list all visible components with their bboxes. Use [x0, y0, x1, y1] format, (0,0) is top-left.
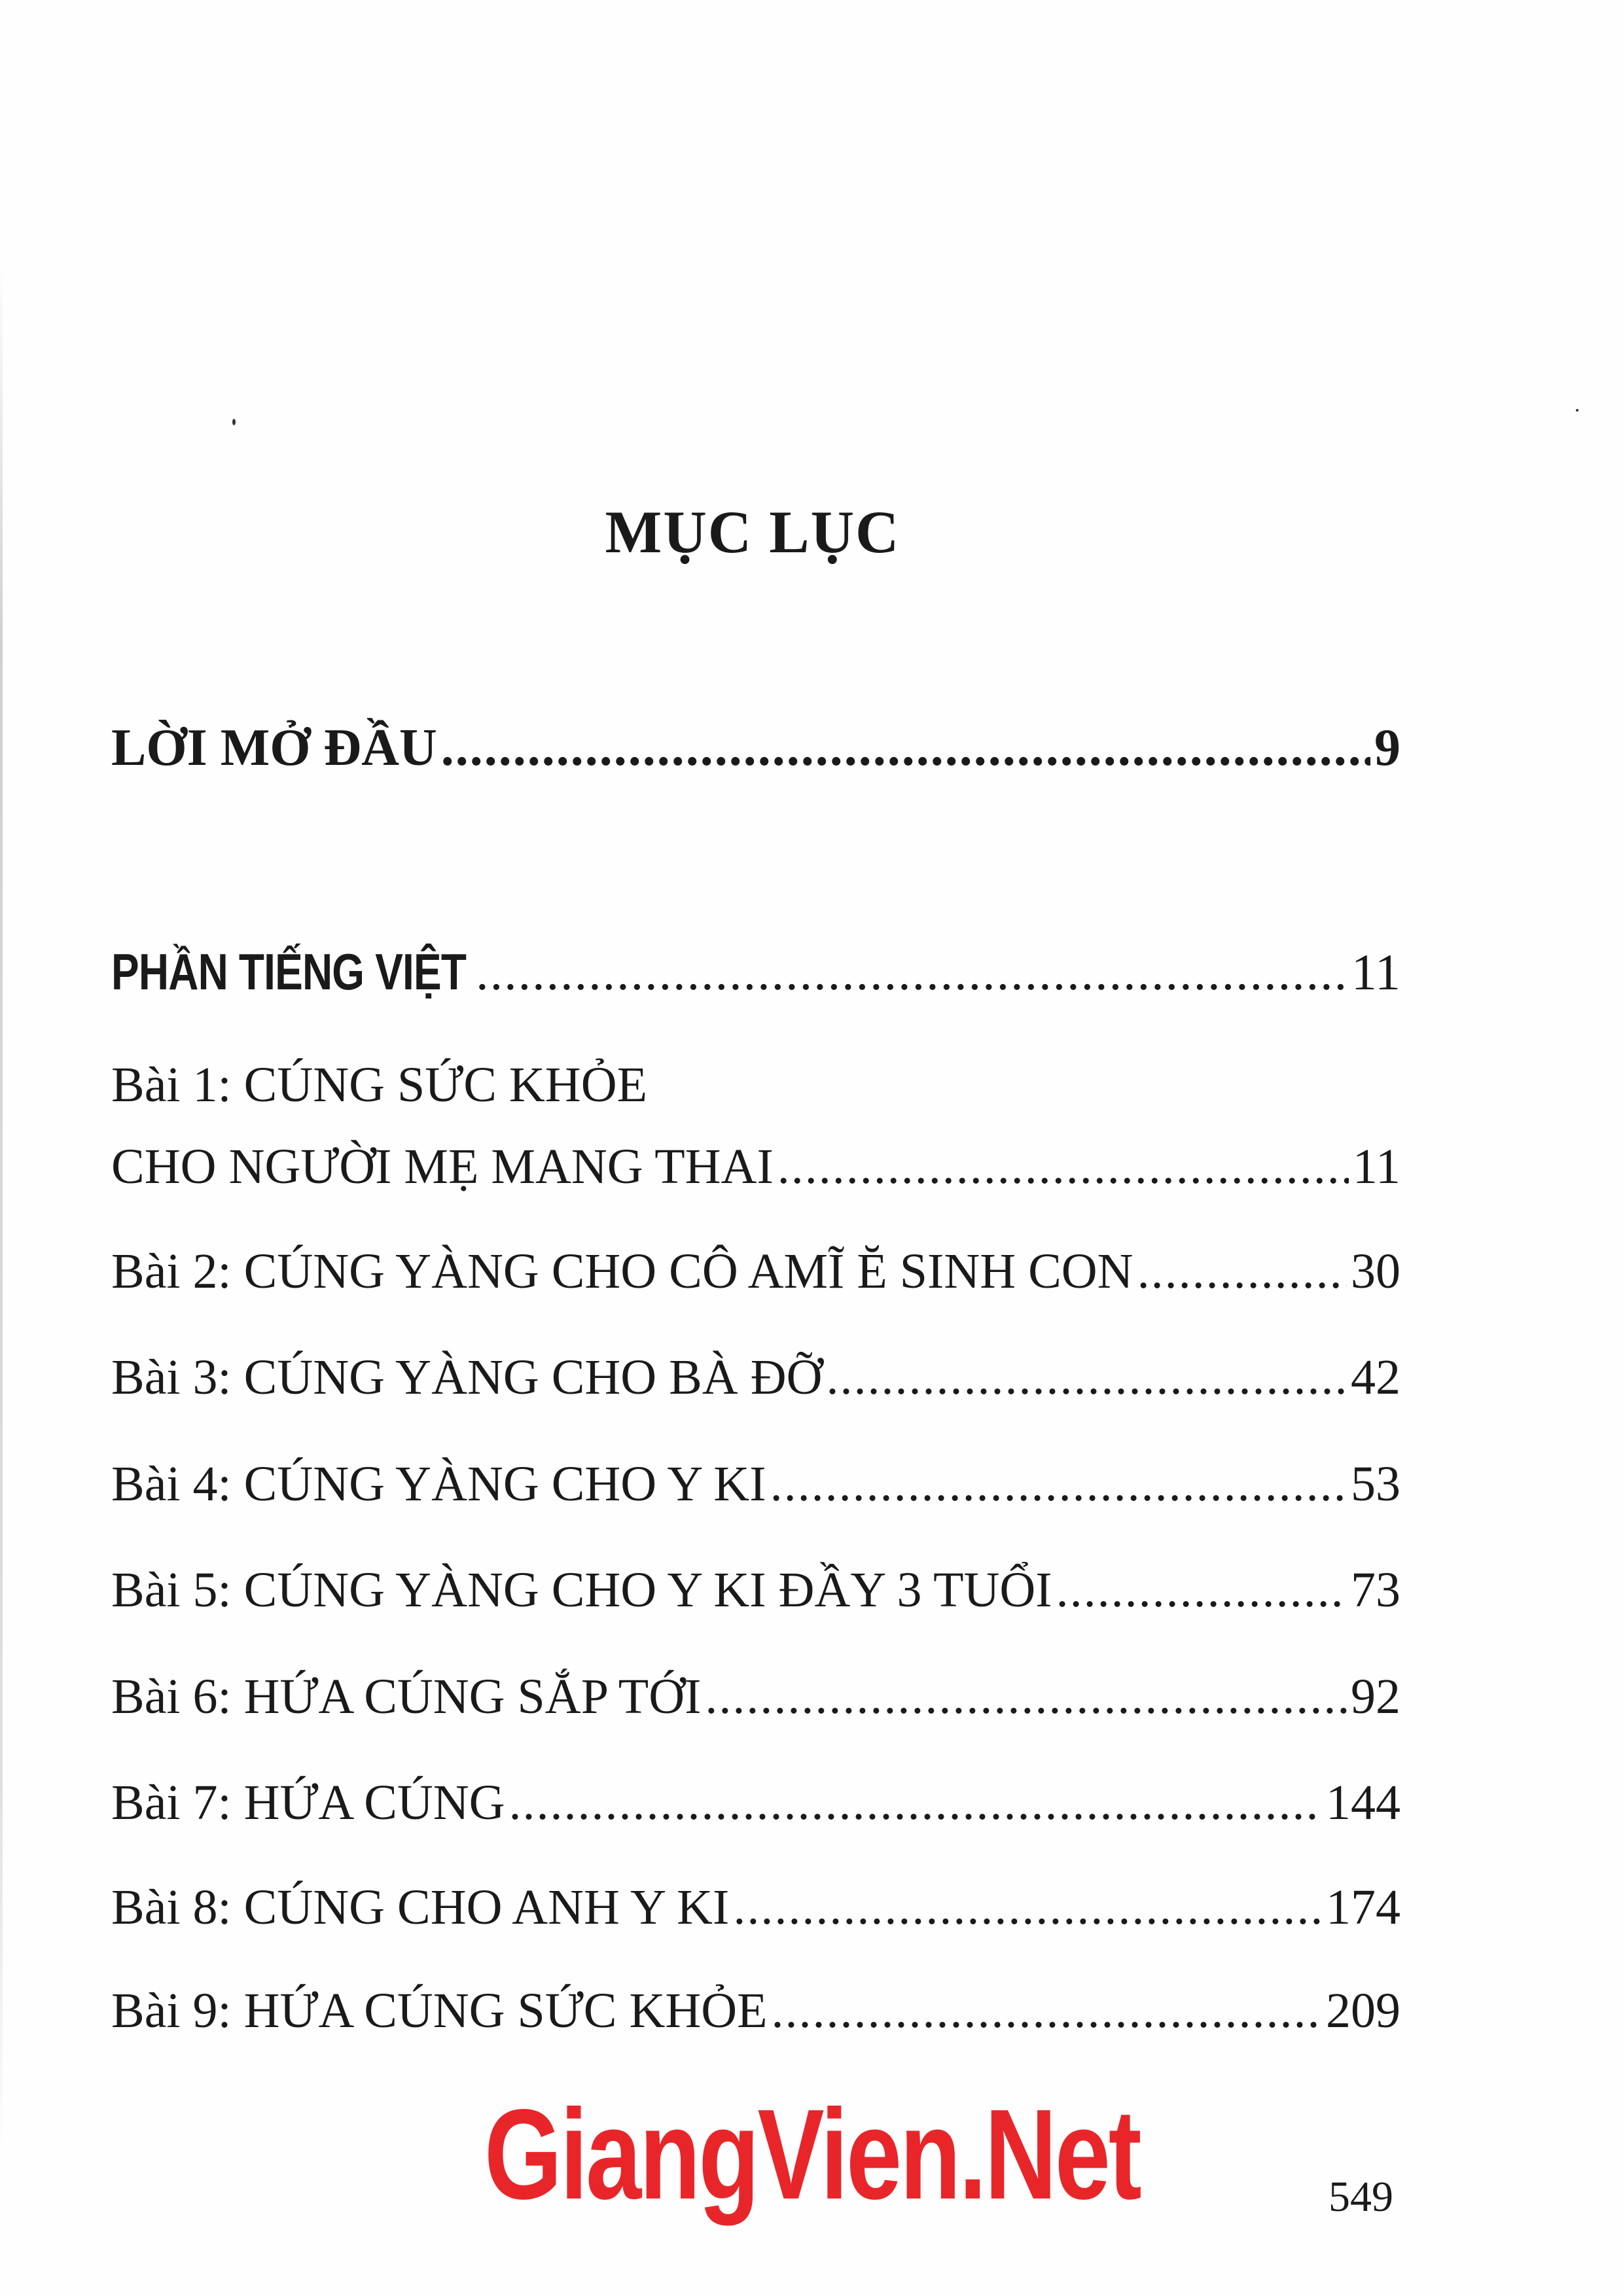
toc-entry-label: Bài 4: CÚNG YÀNG CHO Y KI — [111, 1457, 766, 1511]
toc-entry-lesson-7[interactable] — [111, 1775, 1400, 1831]
toc-entry-page: 11 — [1352, 1139, 1400, 1194]
toc-entry-lesson-3[interactable] — [111, 1349, 1400, 1406]
toc-entry-lesson-1[interactable] — [111, 1139, 1400, 1195]
toc-entry-page: 209 — [1326, 1983, 1400, 2038]
toc-entry-page: 144 — [1326, 1775, 1400, 1830]
toc-entry-label: Bài 5: CÚNG YÀNG CHO Y KI ĐẦY 3 TUỔI — [111, 1563, 1052, 1617]
dot-leader — [476, 943, 1347, 1002]
dot-leader — [770, 1456, 1347, 1513]
dot-leader — [772, 1983, 1322, 2040]
toc-entry-intro[interactable] — [111, 718, 1400, 778]
page-title: MỤC LỤC — [605, 499, 901, 565]
toc-entry-page: 174 — [1326, 1880, 1400, 1935]
dot-leader — [733, 1879, 1322, 1936]
toc-entry-label: LỜI MỞ ĐẦU — [111, 719, 437, 777]
dot-leader — [441, 718, 1370, 778]
toc-entry-lesson-6[interactable] — [111, 1669, 1400, 1725]
toc-entry-label-line1: Bài 1: CÚNG SỨC KHỎE — [111, 1057, 648, 1112]
toc-entry-lesson-4[interactable] — [111, 1456, 1400, 1513]
toc-entry-label: Bài 7: HỨA CÚNG — [111, 1775, 505, 1830]
toc-entry-label: Bài 8: CÚNG CHO ANH Y KI — [111, 1880, 730, 1935]
page-number: 549 — [1329, 2173, 1393, 2221]
toc-entry-lesson-9[interactable] — [111, 1983, 1400, 2040]
dot-leader — [705, 1669, 1347, 1725]
toc-entry-page: 30 — [1351, 1244, 1400, 1299]
dot-leader — [827, 1349, 1347, 1406]
toc-entry-page: 11 — [1351, 944, 1400, 1000]
toc-entry-label: Bài 9: HỨA CÚNG SỨC KHỎE — [111, 1983, 768, 2038]
toc-entry-lesson-8[interactable] — [111, 1879, 1400, 1936]
toc-entry-label: Bài 6: HỨA CÚNG SẮP TỚI — [111, 1669, 702, 1724]
toc-entry-label: CHO NGƯỜI MẸ MANG THAI — [111, 1139, 774, 1194]
scan-speck — [1576, 409, 1578, 412]
toc-entry-page: 73 — [1351, 1563, 1400, 1617]
toc-entry-page: 53 — [1351, 1457, 1400, 1511]
scan-speck — [232, 419, 236, 425]
toc-entry-page: 42 — [1351, 1350, 1400, 1405]
dot-leader — [509, 1775, 1322, 1831]
toc-entry-lesson-2[interactable] — [111, 1243, 1400, 1300]
dot-leader — [777, 1139, 1349, 1195]
dot-leader — [1056, 1562, 1347, 1619]
toc-entry-label: Bài 2: CÚNG YÀNG CHO CÔ AMĨ Ĕ SINH CON — [111, 1244, 1133, 1299]
toc-entry-label: Bài 3: CÚNG YÀNG CHO BÀ ĐỠ — [111, 1350, 823, 1405]
toc-entry-part[interactable] — [111, 942, 1400, 1002]
watermark-logo-text: GiangVien.Net — [484, 2083, 1140, 2226]
toc-entry-lesson-5[interactable] — [111, 1562, 1400, 1619]
dot-leader — [1137, 1243, 1347, 1300]
toc-entry-page: 92 — [1351, 1669, 1400, 1724]
toc-section-heading: PHẦN TIẾNG VIỆT — [111, 943, 467, 1000]
toc-entry-page: 9 — [1374, 719, 1400, 777]
